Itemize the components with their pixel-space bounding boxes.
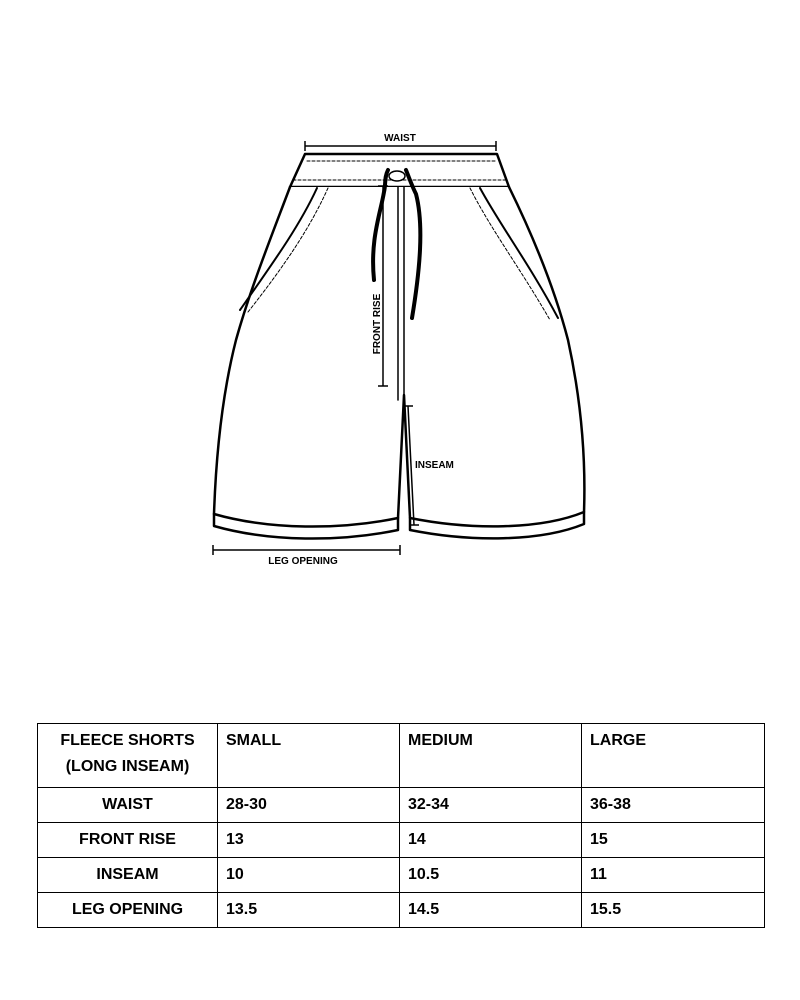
drawstring-eyelet xyxy=(389,171,405,181)
cell-inseam-medium: 10.5 xyxy=(400,858,582,893)
size-chart-table xyxy=(37,723,765,928)
product-title-line1: FLEECE SHORTS xyxy=(60,732,195,749)
inseam-label: INSEAM xyxy=(415,460,454,471)
cell-inseam-large: 11 xyxy=(582,858,765,893)
cell-waist-small: 28-30 xyxy=(218,788,400,823)
leg-opening-dimension-line xyxy=(213,545,400,555)
cell-inseam-small: 10 xyxy=(218,858,400,893)
size-header-large: LARGE xyxy=(582,724,765,788)
cell-leg-opening-medium: 14.5 xyxy=(400,893,582,928)
leg-opening-label: LEG OPENING xyxy=(268,556,338,567)
product-title-line2: (LONG INSEAM) xyxy=(65,758,190,775)
front-rise-label: FRONT RISE xyxy=(372,293,383,355)
table-header-row xyxy=(38,724,765,788)
cell-waist-medium: 32-34 xyxy=(400,788,582,823)
cell-front-rise-large: 15 xyxy=(582,823,765,858)
cell-front-rise-medium: 14 xyxy=(400,823,582,858)
row-label-front-rise: FRONT RISE xyxy=(38,823,218,858)
size-header-small: SMALL xyxy=(218,724,400,788)
table-row xyxy=(38,823,765,858)
row-label-inseam: INSEAM xyxy=(38,858,218,893)
table-row xyxy=(38,788,765,823)
size-header-medium: MEDIUM xyxy=(400,724,582,788)
row-label-waist: WAIST xyxy=(38,788,218,823)
waist-label: WAIST xyxy=(384,133,416,144)
cell-leg-opening-large: 15.5 xyxy=(582,893,765,928)
cell-leg-opening-small: 13.5 xyxy=(218,893,400,928)
cell-waist-large: 36-38 xyxy=(582,788,765,823)
table-row xyxy=(38,858,765,893)
row-label-leg-opening: LEG OPENING xyxy=(38,893,218,928)
table-row xyxy=(38,893,765,928)
cell-front-rise-small: 13 xyxy=(218,823,400,858)
shorts-outline xyxy=(214,187,584,527)
product-title-cell xyxy=(38,724,218,788)
